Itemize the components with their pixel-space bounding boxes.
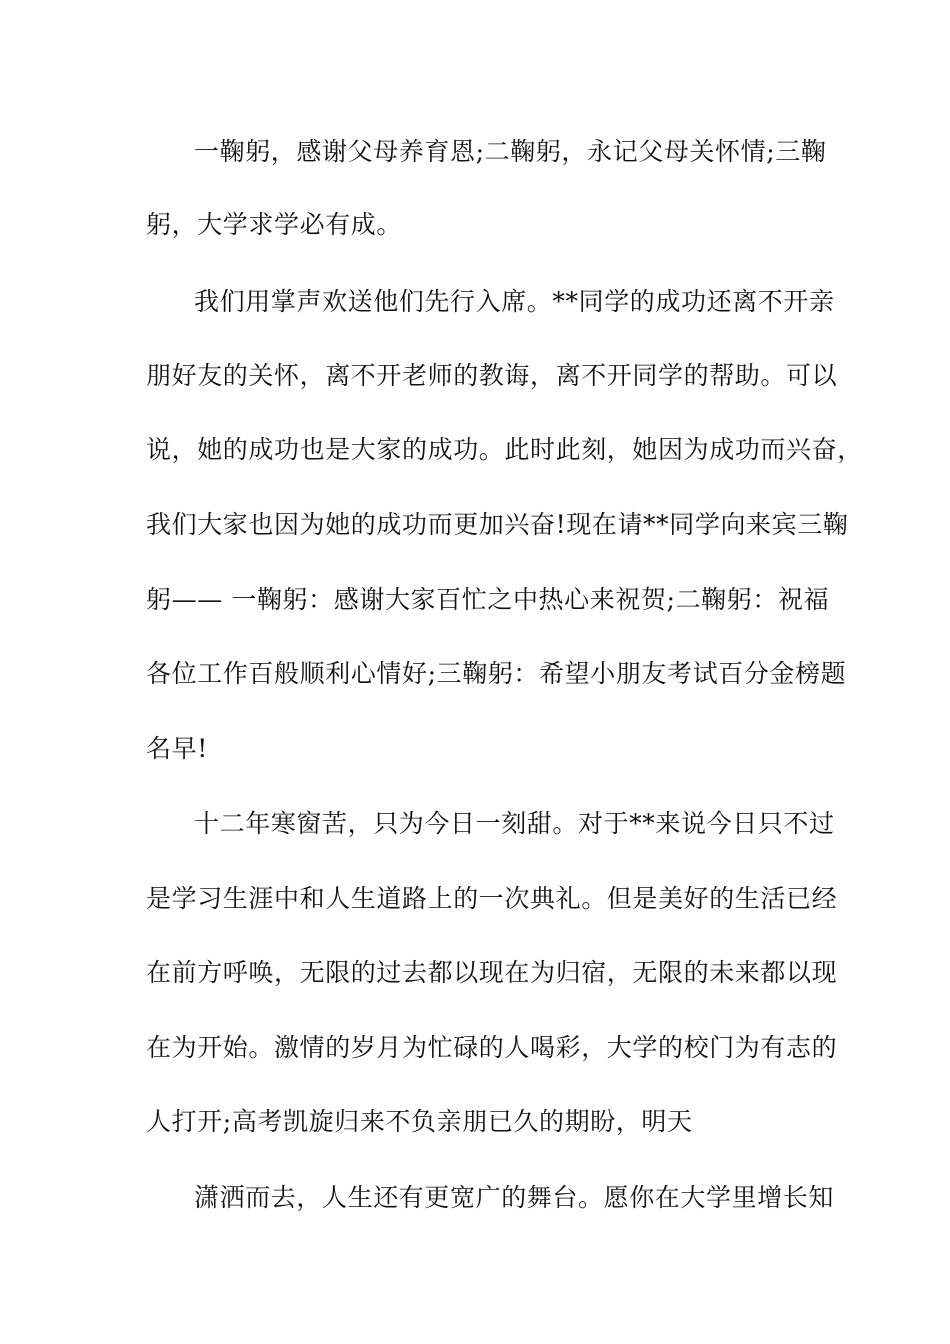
text-line: 说，她的成功也是大家的成功。此时此刻，她因为成功而兴奋， xyxy=(146,435,863,464)
text-line: 是学习生涯中和人生道路上的一次典礼。但是美好的生活已经 xyxy=(146,884,838,913)
text-line: 潇洒而去，人生还有更宽广的舞台。愿你在大学里增长知 xyxy=(194,1183,835,1212)
text-line: 在为开始。激情的岁月为忙碌的人喝彩，大学的校门为有志的 xyxy=(146,1033,838,1062)
text-line: 躬，大学求学必有成。 xyxy=(146,210,403,239)
text-line: 一鞠躬，感谢父母养育恩;二鞠躬，永记父母关怀情;三鞠 xyxy=(194,137,827,166)
text-line: 我们大家也因为她的成功而更加兴奋!现在请**同学向来宾三鞠 xyxy=(146,510,849,539)
text-line: 各位工作百般顺利心情好;三鞠躬：希望小朋友考试百分金榜题 xyxy=(146,659,847,688)
text-line: 人打开;高考凯旋归来不负亲朋已久的期盼，明天 xyxy=(146,1107,693,1136)
text-line: 躬—— 一鞠躬：感谢大家百忙之中热心来祝贺;二鞠躬：祝福 xyxy=(146,585,830,614)
text-line: 我们用掌声欢送他们先行入席。**同学的成功还离不开亲 xyxy=(194,287,835,316)
text-line: 十二年寒窗苦，只为今日一刻甜。对于**来说今日只不过 xyxy=(194,809,835,838)
text-line: 名早! xyxy=(146,734,208,763)
text-line: 在前方呼唤，无限的过去都以现在为归宿，无限的未来都以现 xyxy=(146,958,838,987)
text-line: 朋好友的关怀，离不开老师的教诲，离不开同学的帮助。可以 xyxy=(146,361,838,390)
